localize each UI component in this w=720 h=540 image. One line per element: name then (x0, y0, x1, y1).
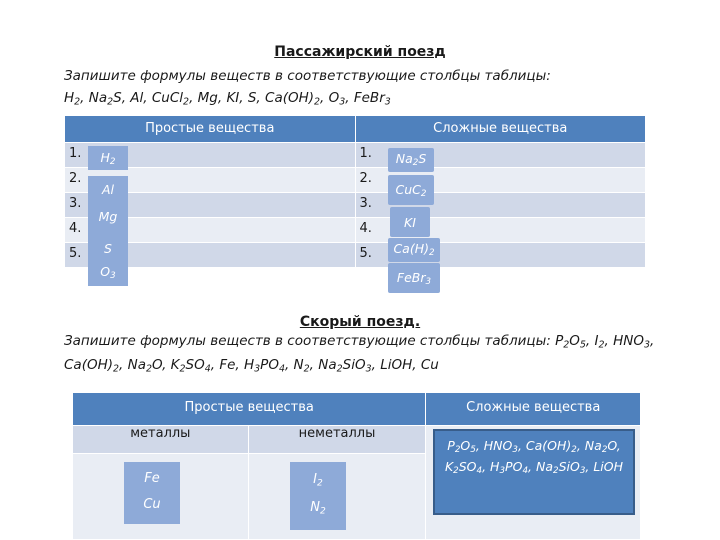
nonmetals-subheader: неметаллы (248, 426, 426, 454)
col-complex-header: Сложные вещества (355, 116, 646, 143)
section2-instruction: Запишите формулы веществ в соответствующие столбцы таблицы: $P_2O_5$, $I_2$, $HNO_3$, $Ca(OH)_2$, $Na_2O$, $K_2SO_4$, Fe, $H_3PO_4$, $N_2$, $Na_2SiO_3$, LiOH, Cu (64, 333, 655, 375)
complex-answer-tag: $Ca(H)_2$ (388, 238, 440, 262)
row-number: 3. (69, 196, 82, 211)
section1-title: Пассажирский поезд (274, 44, 446, 60)
row-number: 3. (359, 196, 372, 211)
simple-answer-tag: Mg (88, 204, 128, 232)
row-number: 5. (359, 246, 372, 261)
simple-answer-tag: $O_3$ (88, 262, 128, 286)
row-number: 4. (359, 221, 372, 236)
simple-answer-tag: $H_2$ (88, 146, 128, 170)
section2-title: Скорый поезд. (299, 314, 421, 330)
nonmetals-answer-tag (290, 462, 346, 530)
simple-answer-tag: S (88, 232, 128, 262)
section1-instruction: Запишите формулы веществ в соответствующие столбцы таблицы: (64, 68, 551, 84)
row-number: 1. (359, 146, 372, 161)
col-simple-header: Простые вещества (65, 116, 356, 143)
complex-answer-tag: $Na_2S$ (388, 148, 434, 172)
metal-cu: Cu (143, 497, 161, 512)
section1-table (64, 115, 646, 268)
complex-answer-tag: CuC$_2$ (388, 175, 434, 205)
complex-answer-tag: KI (390, 207, 430, 237)
row-number: 2. (359, 171, 372, 186)
complex-answer-box: $P_2O_5$, $HNO_3$, $Ca(OH)_2$, $Na_2O$, $K_2SO_4$, $H_3PO_4$, $Na_2SiO_3$, LiOH (433, 429, 635, 515)
metals-answer-tag (124, 462, 180, 524)
complex-answer-tag: FeBr$_3$ (388, 263, 440, 293)
col-simple-header: Простые вещества (73, 393, 426, 426)
metal-fe: Fe (144, 471, 160, 486)
section1-formula-list: $H_2$, $Na_2S$, Al, CuCl$_2$, Mg, KI, S, $Ca(OH)_2$, $O_3$, FeBr$_3$ (64, 90, 391, 108)
col-complex-header: Сложные вещества (426, 393, 641, 426)
row-number: 1. (69, 146, 82, 161)
nonmetal-i2: $I_2$ (313, 472, 323, 489)
metals-subheader: металлы (73, 426, 249, 454)
simple-answer-tag: Al (88, 176, 128, 204)
row-number: 5. (69, 246, 82, 261)
row-number: 2. (69, 171, 82, 186)
row-number: 4. (69, 221, 82, 236)
nonmetal-n2: $N_2$ (310, 500, 326, 517)
